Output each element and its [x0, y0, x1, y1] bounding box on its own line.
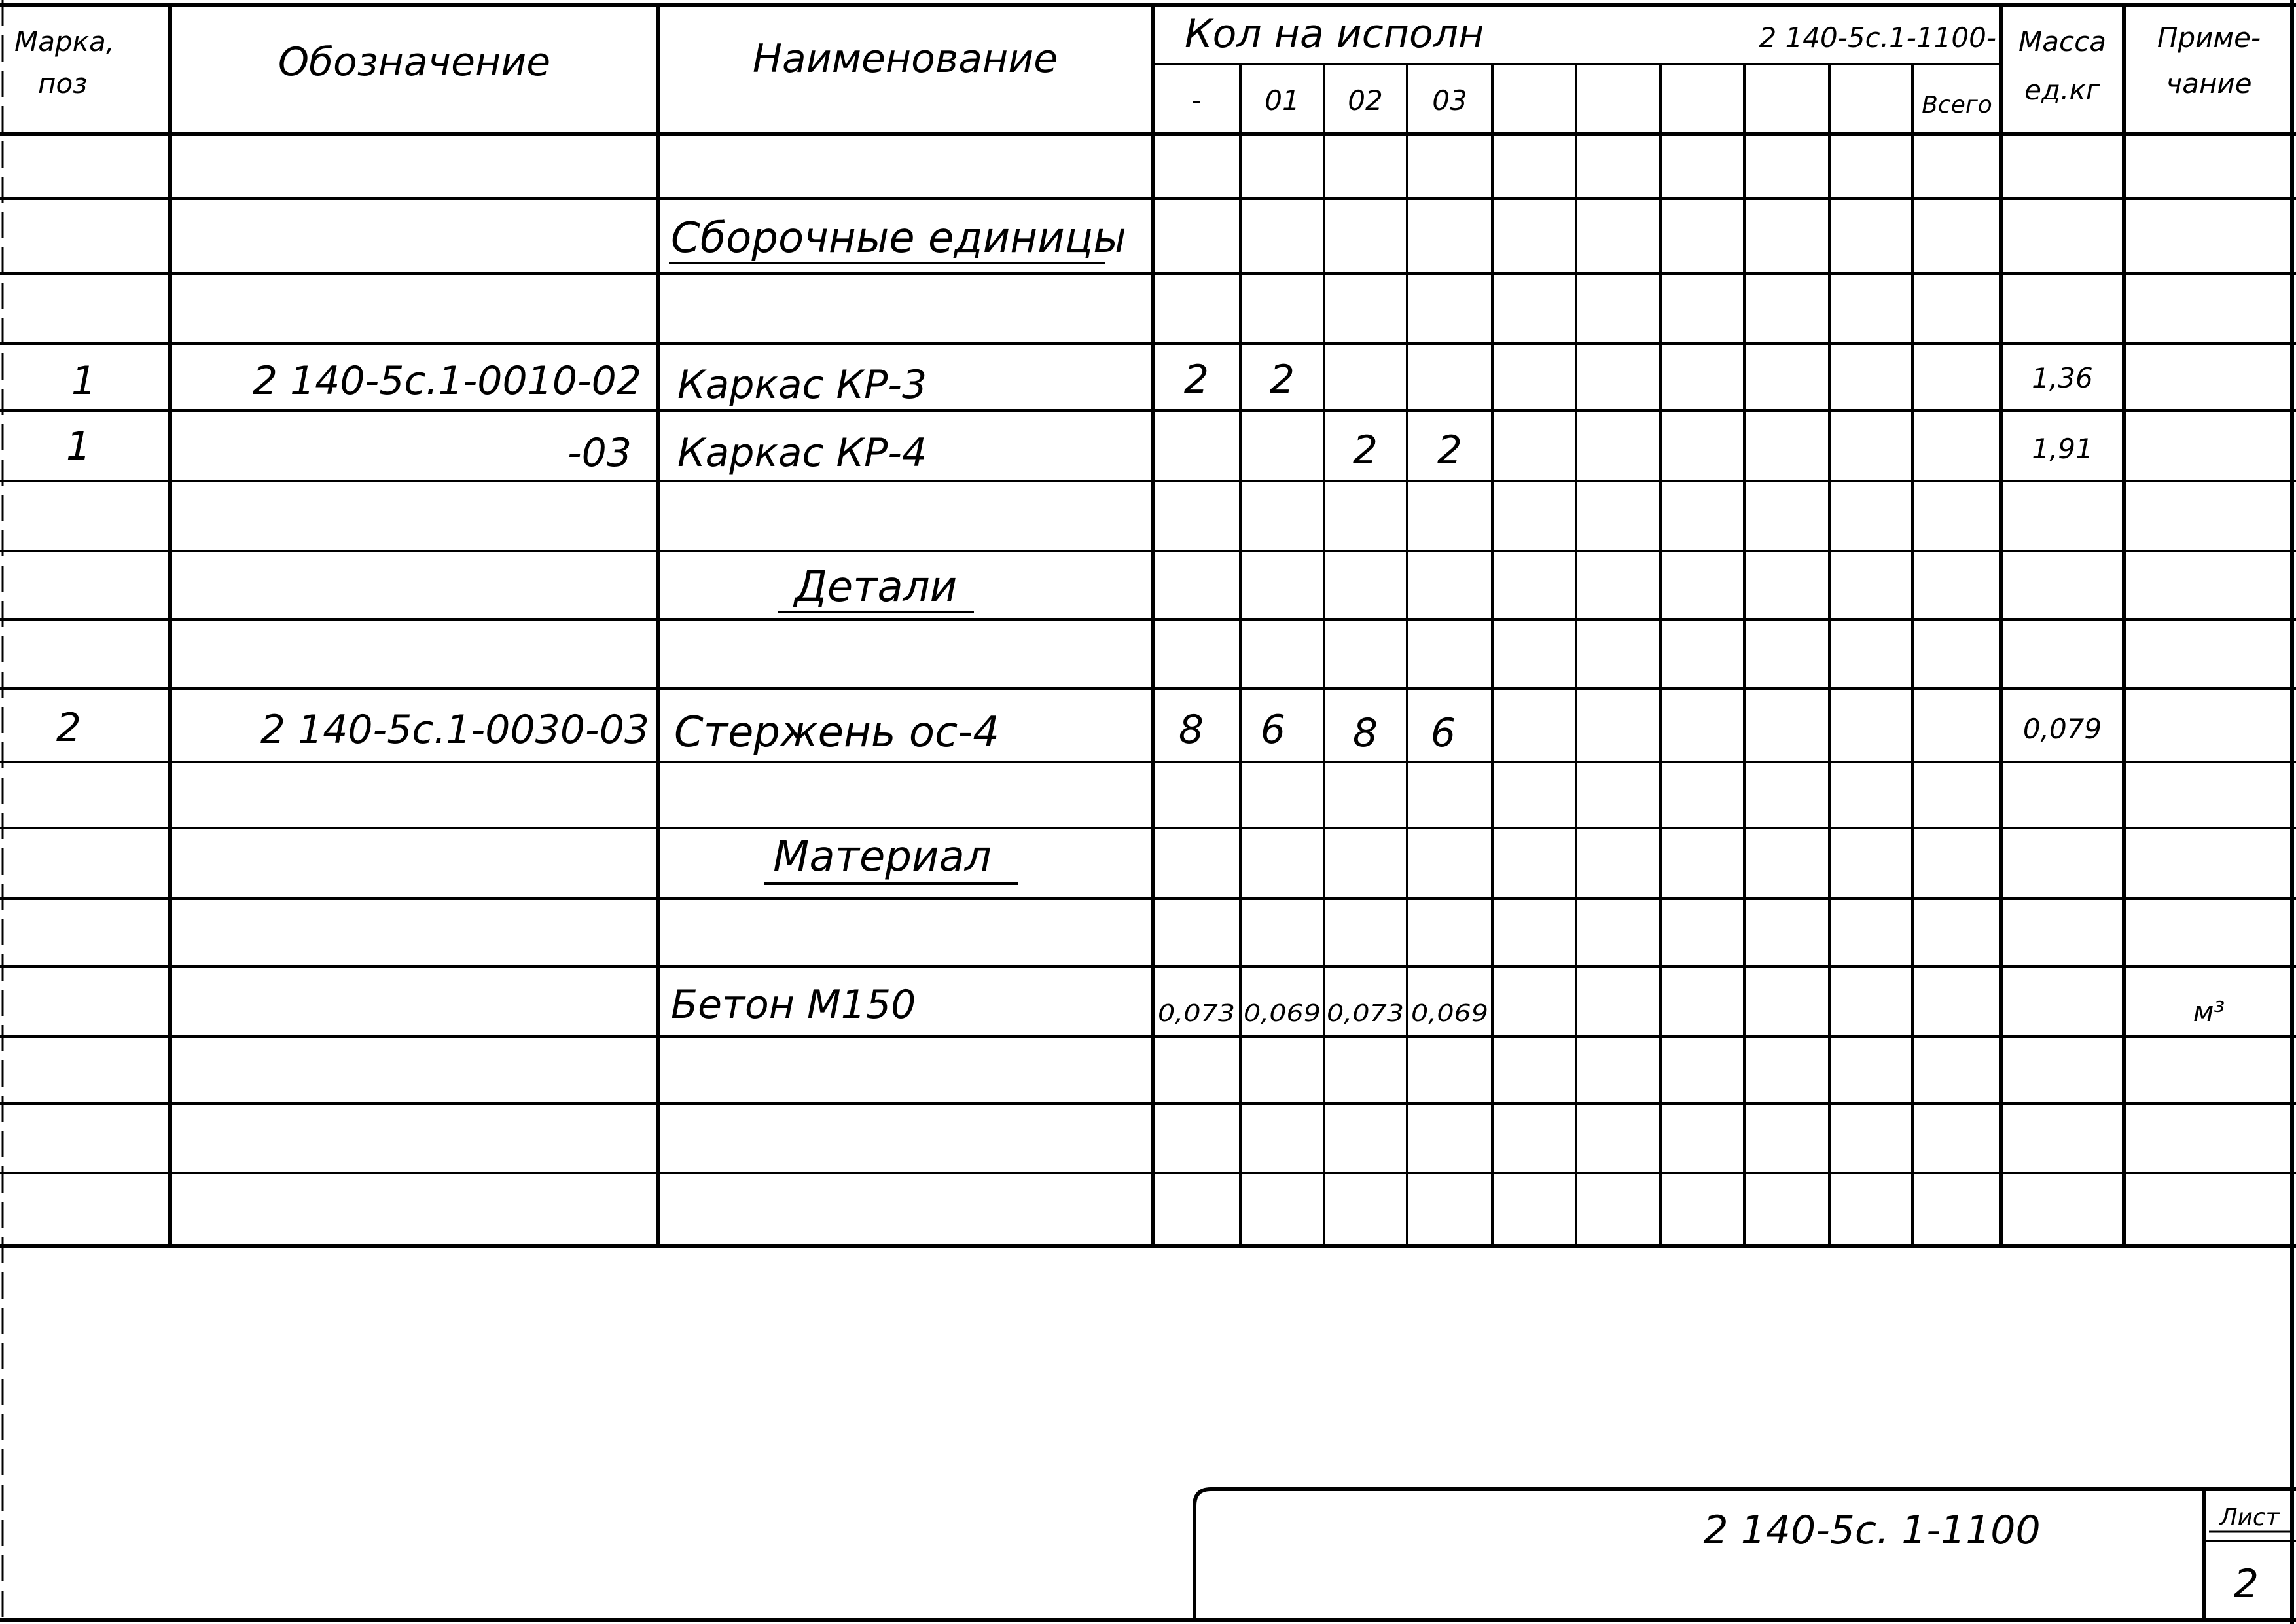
header-note-line2: чание [2166, 67, 2252, 99]
header-name: Наименование [752, 36, 1058, 82]
cell-qty: 0,069 [1244, 1000, 1321, 1027]
cell-mass: 0,079 [2022, 713, 2102, 745]
cell-designation: -03 [567, 430, 632, 476]
cell-mark: 2 [56, 705, 82, 751]
header-mark-line2: поз [38, 67, 88, 99]
section-title: Детали [794, 563, 958, 611]
section-title: Материал [773, 833, 992, 881]
cell-name: Каркас КР-3 [677, 362, 927, 408]
title-sheet-label: Лист [2219, 1504, 2280, 1531]
section-heading [764, 833, 1018, 884]
header-variant: 01 [1265, 84, 1300, 117]
table-row [66, 424, 2093, 476]
cell-name: Стержень ос-4 [674, 708, 1000, 757]
cell-qty: 2 [1352, 427, 1378, 473]
cell-note: м³ [2193, 996, 2225, 1028]
section-heading [669, 214, 1126, 263]
cell-mark: 1 [65, 424, 92, 469]
cell-qty: 2 [1183, 357, 1210, 403]
cell-mass: 1,91 [2032, 433, 2093, 465]
cell-qty: 0,073 [1327, 1000, 1404, 1027]
cell-qty: 8 [1352, 710, 1378, 756]
header-designation: Обозначение [278, 39, 551, 85]
title-sheet-number: 2 [2233, 1561, 2259, 1607]
header-qty-title: Кол на исполн [1185, 11, 1484, 57]
section-heading [778, 563, 974, 612]
header-mass-line2: ед.кг [2024, 74, 2100, 106]
cell-qty: 0,069 [1411, 1000, 1488, 1027]
cell-name: Бетон М150 [671, 982, 916, 1028]
cell-qty: 2 [1437, 427, 1463, 473]
header-variant: - [1191, 84, 1202, 117]
table-row [71, 357, 2093, 408]
cell-mark: 1 [71, 358, 97, 404]
cell-qty: 2 [1269, 357, 1295, 403]
cell-designation: 2 140-5с.1-0030-03 [260, 707, 649, 753]
cell-qty: 0,073 [1158, 1000, 1235, 1027]
table-row [671, 982, 2225, 1028]
table-row [56, 705, 2102, 757]
header-total: Всего [1922, 92, 1992, 118]
section-title: Сборочные единицы [671, 214, 1126, 262]
cell-mass: 1,36 [2032, 362, 2093, 394]
cell-name: Каркас КР-4 [677, 430, 927, 476]
cell-qty: 6 [1430, 710, 1456, 756]
header-qty-doc-code: 2 140-5с.1-1100- [1759, 22, 1996, 54]
header-variant: 02 [1348, 84, 1383, 117]
title-doc-code: 2 140-5с. 1-1100 [1703, 1507, 2041, 1553]
cell-qty: 8 [1178, 707, 1204, 753]
header-variant: 03 [1432, 84, 1467, 117]
header-mark-line1: Марка, [14, 26, 115, 58]
header-note-line1: Приме- [2157, 22, 2261, 54]
cell-qty: 6 [1260, 707, 1286, 753]
cell-designation: 2 140-5с.1-0010-02 [252, 358, 641, 404]
header-mass-line1: Масса [2018, 26, 2106, 58]
